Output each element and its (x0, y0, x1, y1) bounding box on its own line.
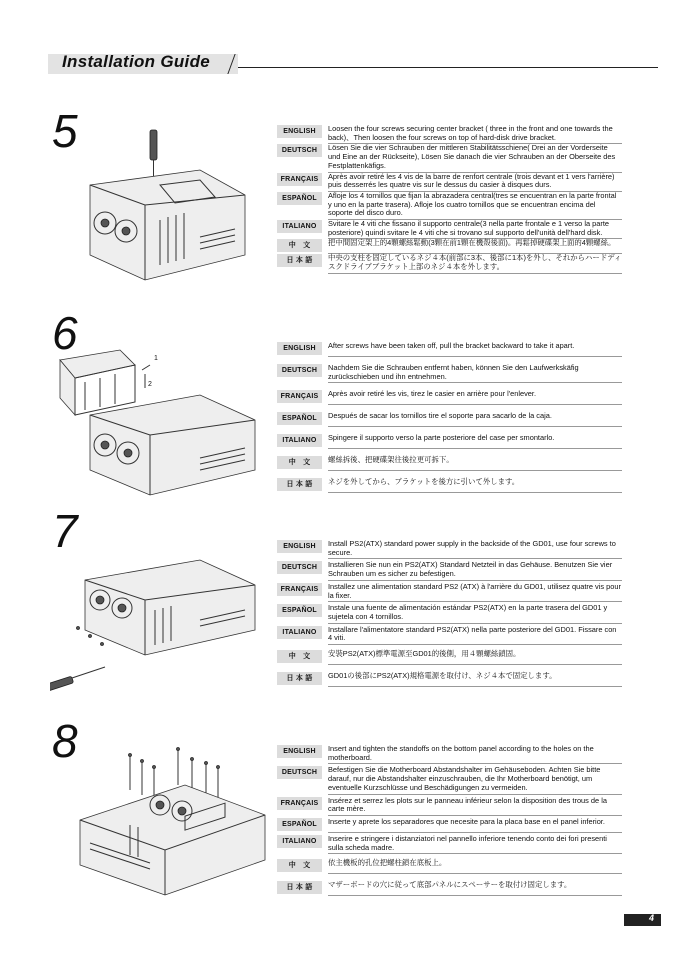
instruction-text: GD01の後部にPS2(ATX)規格電源を取付け、ネジ４本で固定します。 (328, 672, 622, 687)
lang-label: ITALIANO (277, 220, 322, 233)
screw-icon (77, 627, 80, 630)
lang-label: FRANÇAIS (277, 173, 322, 186)
instructions-step-6 (277, 342, 622, 493)
standoff-icon (177, 748, 180, 751)
lang-row-english (277, 342, 622, 357)
page-number-tab (624, 914, 661, 926)
lang-row-francais (277, 583, 622, 602)
lang-label: ESPAÑOL (277, 818, 322, 831)
lang-row-japanese (277, 254, 622, 273)
lang-label: 中 文 (277, 239, 322, 252)
standoff-icon (191, 758, 194, 761)
lang-label: ITALIANO (277, 434, 322, 447)
lang-label: FRANÇAIS (277, 583, 322, 596)
lang-label: 中 文 (277, 650, 322, 663)
page-header (48, 52, 658, 76)
lang-label: ESPAÑOL (277, 412, 322, 425)
instruction-text: Install PS2(ATX) standard power supply in the backside of the GD01, use four screws to secure. (328, 540, 622, 559)
lang-row-english (277, 745, 622, 764)
lang-row-english (277, 540, 622, 559)
lang-label: ESPAÑOL (277, 192, 322, 205)
instruction-text: Spingere il supporto verso la parte posteriore del case per smontarlo. (328, 434, 622, 449)
figure-step-8 (50, 745, 275, 905)
instruction-text: Nachdem Sie die Schrauben entfernt haben, können Sie den Laufwerkskäfig zurückschieben und ihn entnehmen. (328, 364, 622, 383)
lang-label: ESPAÑOL (277, 604, 322, 617)
standoff-icon (129, 754, 132, 757)
instruction-text: Inserte y aprete los separadores que necesite para la placa base en el panel inferior. (328, 818, 622, 833)
instruction-text: Afloje los 4 tornillos que fijan la abrazadera central(tres se encuentran en la parte frontal y uno en la parte trasera). Afloje los cuatro tornillos que se encuentran encima del soporte del disco duro. (328, 192, 622, 220)
lang-row-english (277, 125, 622, 144)
lang-row-francais (277, 173, 622, 192)
lang-row-italiano (277, 434, 622, 449)
lang-row-espanol (277, 604, 622, 623)
instructions-step-7 (277, 540, 622, 687)
instruction-text: ネジを外してから、ブラケットを後方に引いて外します。 (328, 478, 622, 493)
instruction-text: Après avoir retiré les 4 vis de la barre de renfort centrale (trois devant et 1 vers l'arrière) puis desserrés les quatre vis sur le dessus du casier à disques durs. (328, 173, 622, 192)
lang-label: FRANÇAIS (277, 390, 322, 403)
instruction-text: Loosen the four screws securing center bracket ( three in the front and one towards the back)、Then loosen the four screws on top of hard-disk drive bracket. (328, 125, 622, 144)
instructions-step-8 (277, 745, 622, 896)
standoff-icon (217, 766, 220, 769)
instruction-text: Installare l'alimentatore standard PS2(ATX) nella parte posteriore del GD01. Fissare con 4 viti. (328, 626, 622, 645)
screwdriver-icon (150, 130, 157, 160)
lang-row-japanese (277, 478, 622, 493)
instruction-text: Befestigen Sie die Motherboard Abstandshalter im Gehäuseboden. Achten Sie bitte darauf, nur die Abstandshalter einzuschrauben, die Ihr Motherboard benötigt, um eventuelle Kurzschlüsse und Beschädigungen zu vermeiden. (328, 766, 622, 794)
lang-label: 中 文 (277, 859, 322, 872)
lang-label: ITALIANO (277, 835, 322, 848)
lang-label: DEUTSCH (277, 561, 322, 574)
step-number-7: 7 (52, 505, 78, 557)
lang-label: ITALIANO (277, 626, 322, 639)
lang-row-chinese (277, 650, 622, 665)
lang-row-deutsch (277, 766, 622, 794)
instruction-text: Lösen Sie die vier Schrauben der mittleren Stabilitätsschiene( Drei an der Vorderseite und Eine an der Rückseite), Lösen Sie danach die vier Schrauben an der Oberseite des Festplattenkäfigs. (328, 144, 622, 172)
instruction-text: 螺絲拆後、把硬碟架往後拉更可拆下。 (328, 456, 622, 471)
lang-label: ENGLISH (277, 540, 322, 553)
lang-row-japanese (277, 672, 622, 687)
instruction-text: Después de sacar los tornillos tire el soporte para sacarlo de la caja. (328, 412, 622, 427)
lang-row-japanese (277, 881, 622, 896)
instruction-text: Svitare le 4 viti che fissano il supporto centrale(3 nella parte frontale e 1 verso la parte posteriore) quindi svitare le 4 viti che si trovano sul supporto dell'unità dell'hard disk. (328, 220, 622, 239)
standoff-icon (153, 766, 156, 769)
lang-row-chinese (277, 239, 622, 254)
lang-row-chinese (277, 456, 622, 471)
figure-label-1: 1 (154, 355, 158, 362)
figure-step-6 (50, 330, 270, 500)
lang-row-francais (277, 390, 622, 405)
instruction-text: Après avoir retiré les vis, tirez le casier en arrière pour l'enlever. (328, 390, 622, 405)
instruction-text: Instale una fuente de alimentación estándar PS2(ATX) en la parte trasera del GD01 y sujetela con 4 tornillos. (328, 604, 622, 623)
lang-row-italiano (277, 626, 622, 645)
lang-label: 中 文 (277, 456, 322, 469)
instruction-text: After screws have been taken off, pull the bracket backward to take it apart. (328, 342, 622, 357)
lang-row-deutsch (277, 144, 622, 172)
lang-row-italiano (277, 835, 622, 854)
page-number: 4 (648, 913, 654, 923)
instruction-text: 依主機板的孔位把螺柱鎖在底板上。 (328, 859, 622, 874)
standoff-icon (141, 760, 144, 763)
step-number-8: 8 (52, 715, 78, 767)
instruction-text: Insérez et serrez les plots sur le panneau inférieur selon la disposition des trous de la carte mère. (328, 797, 622, 816)
figure-step-5 (50, 125, 260, 295)
arrow-icon (142, 365, 150, 370)
lang-label: 日 本 語 (277, 254, 322, 267)
figure-label-2: 2 (148, 381, 152, 388)
lang-row-francais (277, 797, 622, 816)
lang-row-espanol (277, 192, 622, 220)
standoff-icon (205, 762, 208, 765)
instruction-text: 安裝PS2(ATX)標準電源至GD01的後側，用４顆螺絲鎖固。 (328, 650, 622, 665)
lang-label: ENGLISH (277, 745, 322, 758)
lang-row-deutsch (277, 364, 622, 383)
lang-label: ENGLISH (277, 125, 322, 138)
header-rule (238, 67, 658, 68)
screwdriver-icon (50, 676, 74, 691)
instruction-text: マザーボードの穴に従って底部パネルにスペーサーを取付け固定します。 (328, 881, 622, 896)
lang-row-italiano (277, 220, 622, 239)
page-title: Installation Guide (62, 52, 211, 71)
lang-label: DEUTSCH (277, 364, 322, 377)
lang-label: 日 本 語 (277, 478, 322, 491)
step-number-6: 6 (52, 307, 78, 359)
lang-label: DEUTSCH (277, 766, 322, 779)
screw-icon (89, 635, 92, 638)
lang-label: 日 本 語 (277, 672, 322, 685)
screw-icon (101, 643, 104, 646)
instruction-text: 中央の支柱を固定しているネジ４本(前部に3本、後部に1本)を外し、それからハードディスクドライブブラケット上部のネジ４本を外します。 (328, 254, 622, 273)
instruction-text: Inserire e stringere i distanziatori nel pannello inferiore tenendo conto dei fori presenti sulla scheda madre. (328, 835, 622, 854)
instruction-text: Installez une alimentation standard PS2 (ATX) à l'arrière du GD01, utilisez quatre vis pour la fixer. (328, 583, 622, 602)
instruction-text: 把中間固定架上的4顆螺絲鬆動(3顆在前1顆在機殼後面)。再鬆掉硬碟架上面的4顆螺絲。 (328, 239, 622, 254)
lang-label: ENGLISH (277, 342, 322, 355)
lang-label: 日 本 語 (277, 881, 322, 894)
step-number-5: 5 (52, 105, 78, 157)
lang-row-espanol (277, 818, 622, 833)
lang-row-deutsch (277, 561, 622, 580)
instruction-text: Insert and tighten the standoffs on the bottom panel according to the holes on the motherboard. (328, 745, 622, 764)
instruction-text: Installieren Sie nun ein PS2(ATX) Standard Netzteil in das Gehäuse. Benutzen Sie vier Schrauben um es sicher zu befestigen. (328, 561, 622, 580)
lang-row-espanol (277, 412, 622, 427)
lang-label: FRANÇAIS (277, 797, 322, 810)
lang-row-chinese (277, 859, 622, 874)
instructions-step-5 (277, 125, 622, 274)
lang-label: DEUTSCH (277, 144, 322, 157)
figure-step-7 (50, 540, 270, 700)
